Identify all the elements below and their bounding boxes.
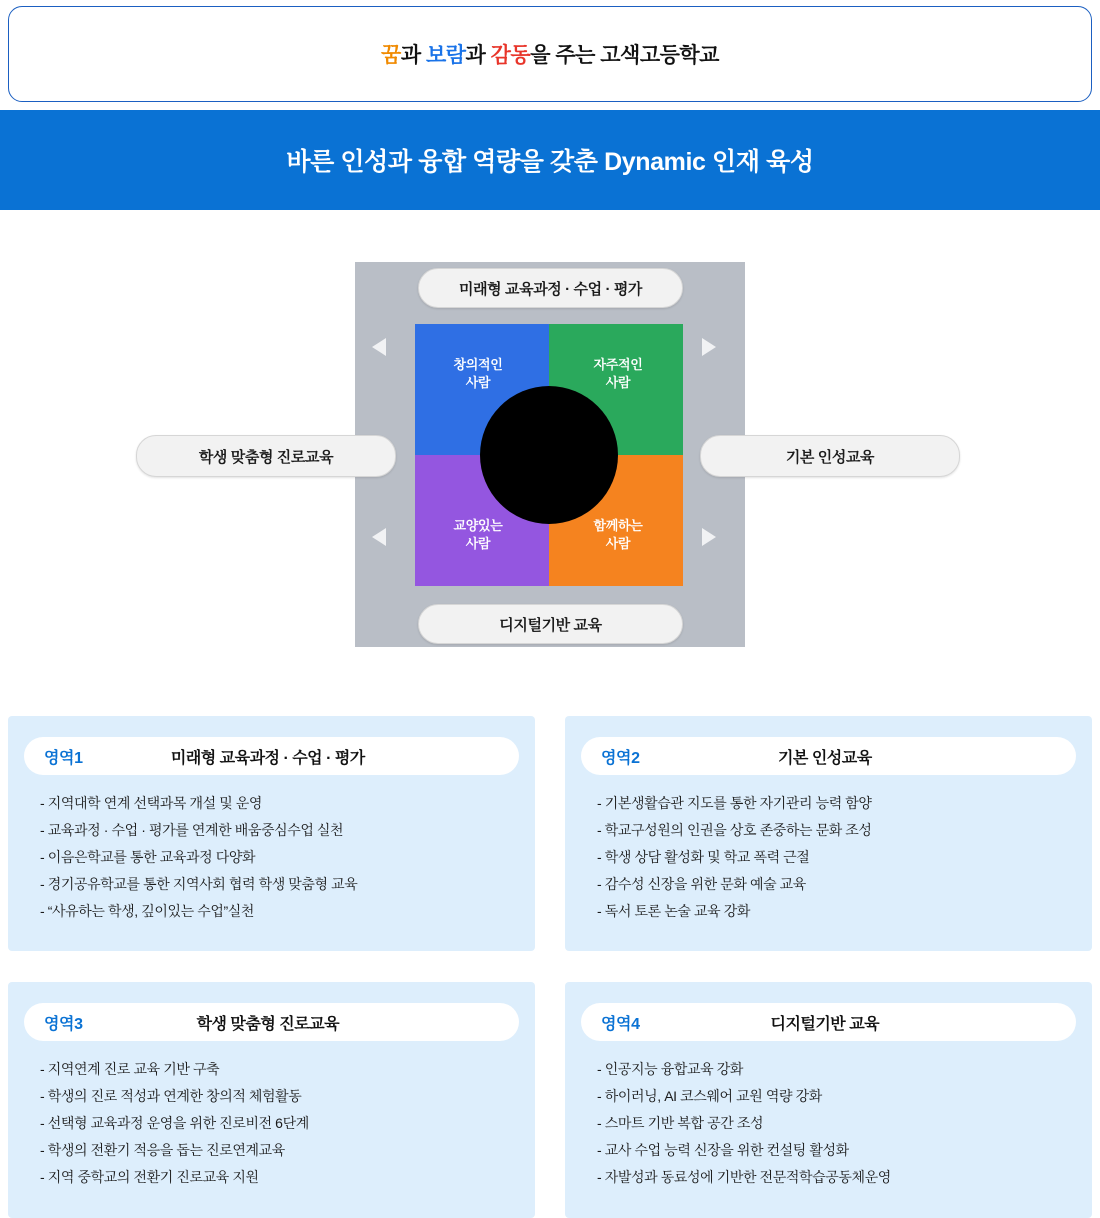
- list-item: - 학생의 전환기 적응을 돕는 진로연계교육: [40, 1142, 285, 1158]
- area-panel-3-header: [24, 1003, 519, 1041]
- wheel-quadrants: [415, 324, 683, 586]
- wheel-hub: [480, 386, 618, 524]
- list-item: - 선택형 교육과정 운영을 위한 진로비전 6단계: [40, 1115, 309, 1131]
- quadrant-together-line1: 함께하는: [593, 517, 643, 533]
- list-item: - “사유하는 학생, 깊이있는 수업”실천: [40, 903, 254, 919]
- area-panel-2-number: 영역2: [601, 749, 640, 767]
- list-item: - 독서 토론 논술 교육 강화: [597, 903, 750, 919]
- area-panel-4-list: [597, 1062, 891, 1197]
- list-item: - 경기공유학교를 통한 지역사회 협력 학생 맞춤형 교육: [40, 876, 358, 892]
- list-item: - 스마트 기반 복합 공간 조성: [597, 1115, 764, 1131]
- area-panel-1: [8, 716, 535, 951]
- list-item: - 학교구성원의 인권을 상호 존중하는 문화 조성: [597, 822, 872, 838]
- list-item: - 인공지능 융합교육 강화: [597, 1061, 743, 1077]
- headline-text: 바른 인성과 융합 역량을 갖춘 Dynamic 인재 육성: [286, 148, 814, 176]
- slogan-tail: 을 주는 고색고등학교: [530, 44, 719, 67]
- headline-bar: [0, 110, 1100, 210]
- area-panel-2-header: [581, 737, 1076, 775]
- arrow-left-upper-icon: [372, 338, 386, 356]
- quadrant-creative-line2: 사람: [465, 374, 491, 390]
- area-panel-1-number: 영역1: [44, 749, 83, 767]
- list-item: - 지역연계 진로 교육 기반 구축: [40, 1061, 220, 1077]
- area-panel-4-title: 디지털기반 교육: [770, 1015, 880, 1033]
- area-panel-2-title: 기본 인성교육: [777, 749, 872, 767]
- slogan-word-emotion: 감동: [490, 44, 531, 67]
- list-item: - 자발성과 동료성에 기반한 전문적학습공동체운영: [597, 1169, 891, 1185]
- list-item: - 지역 중학교의 전환기 진로교육 지원: [40, 1169, 259, 1185]
- core-diagram: [355, 262, 745, 647]
- area-panel-1-list: [40, 796, 357, 931]
- list-item: - 학생의 진로 적성과 연계한 창의적 체험활동: [40, 1088, 302, 1104]
- list-item: - 감수성 신장을 위한 문화 예술 교육: [597, 876, 806, 892]
- list-item: - 이음은학교를 통한 교육과정 다양화: [40, 849, 256, 865]
- pill-character-education: 기본 인성교육: [700, 435, 960, 477]
- list-item: - 지역대학 연계 선택과목 개설 및 운영: [40, 795, 263, 811]
- arrow-left-lower-icon: [372, 528, 386, 546]
- quadrant-cultured-line2: 사람: [465, 535, 491, 551]
- arrow-right-lower-icon: [702, 528, 716, 546]
- list-item: - 학생 상담 활성화 및 학교 폭력 근절: [597, 849, 810, 865]
- slogan-word-dream: 꿈: [381, 44, 401, 67]
- area-panel-1-header: [24, 737, 519, 775]
- area-panel-2: [565, 716, 1092, 951]
- slogan-box: [8, 6, 1092, 102]
- slogan-text: [381, 39, 719, 69]
- slogan-conj-2: 과: [465, 44, 491, 67]
- slogan-word-value: 보람: [425, 44, 466, 67]
- pill-career-education: 학생 맞춤형 진로교육: [136, 435, 396, 477]
- list-item: - 하이러닝, AI 코스웨어 교원 역량 강화: [597, 1088, 822, 1104]
- list-item: - 교사 수업 능력 신장을 위한 컨설팅 활성화: [597, 1142, 849, 1158]
- arrow-right-upper-icon: [702, 338, 716, 356]
- area-panel-4-number: 영역4: [601, 1015, 640, 1033]
- area-panel-4-header: [581, 1003, 1076, 1041]
- area-panel-3-list: [40, 1062, 309, 1197]
- area-panel-3-title: 학생 맞춤형 진로교육: [196, 1015, 340, 1033]
- area-panel-1-title: 미래형 교육과정 · 수업 · 평가: [170, 749, 365, 767]
- quadrant-cultured-line1: 교양있는: [453, 517, 503, 533]
- quadrant-independent-line1: 자주적인: [593, 356, 643, 372]
- area-panel-2-list: [597, 796, 872, 931]
- quadrant-together-line2: 사람: [605, 535, 631, 551]
- quadrant-independent-line2: 사람: [605, 374, 631, 390]
- list-item: - 교육과정 · 수업 · 평가를 연계한 배움중심수업 실천: [40, 822, 344, 838]
- wheel-graphic: [415, 324, 683, 586]
- area-panel-3: [8, 982, 535, 1218]
- pill-digital-education: 디지털기반 교육: [418, 604, 683, 644]
- area-panel-3-number: 영역3: [44, 1015, 83, 1033]
- slogan-conj-1: 과: [400, 44, 426, 67]
- quadrant-creative-line1: 창의적인: [453, 356, 503, 372]
- list-item: - 기본생활습관 지도를 통한 자기관리 능력 함양: [597, 795, 872, 811]
- area-panel-4: [565, 982, 1092, 1218]
- pill-future-curriculum: 미래형 교육과정 · 수업 · 평가: [418, 268, 683, 308]
